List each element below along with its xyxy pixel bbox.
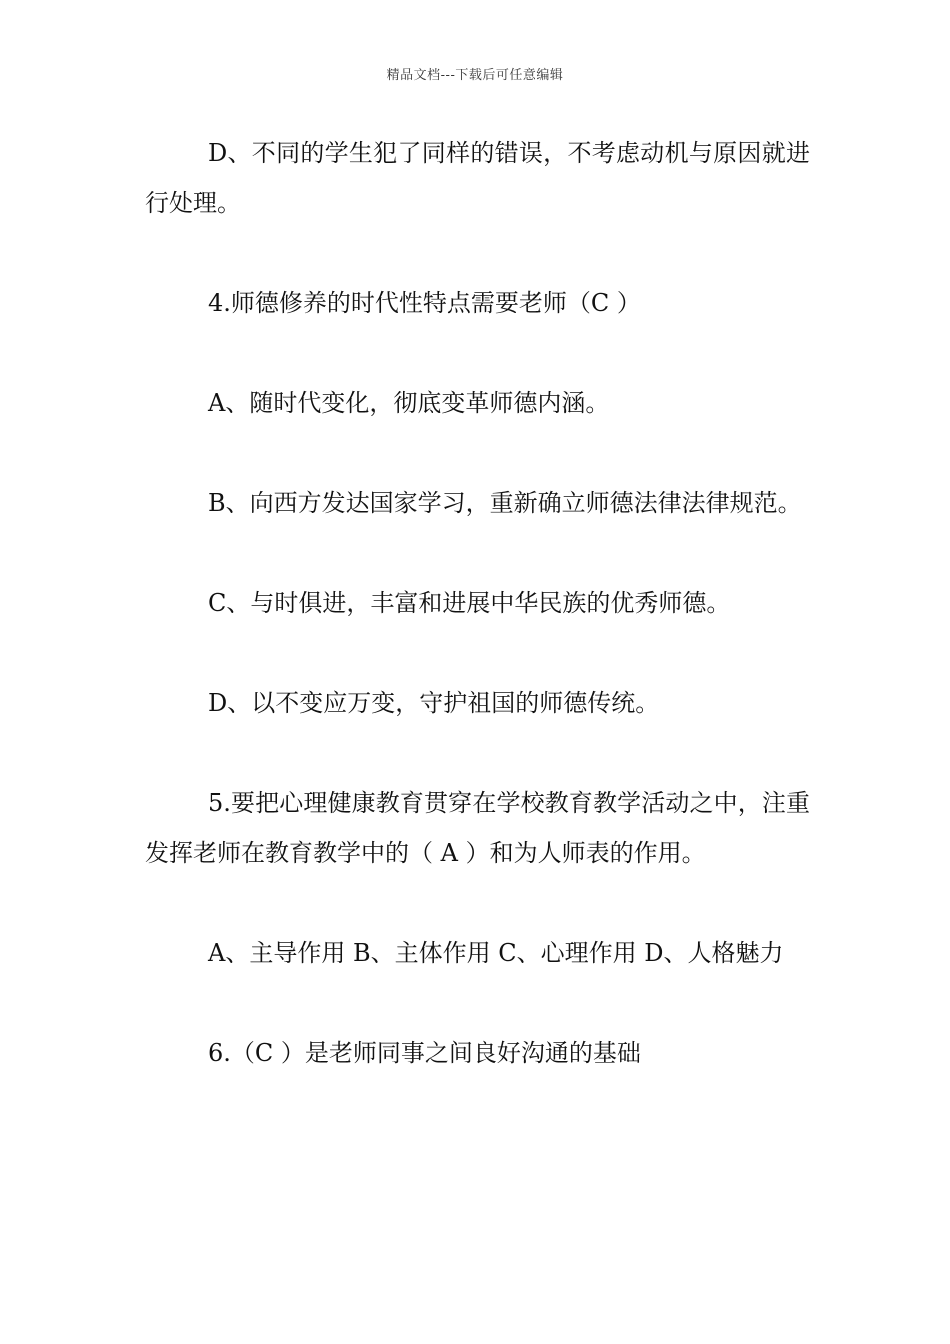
option-d-q4: D、以不变应万变，守护祖国的师德传统。 bbox=[208, 689, 660, 717]
option-a-q4: A、随时代变化，彻底变革师德内涵。 bbox=[208, 389, 610, 417]
option-b-q4: B、向西方发达国家学习，重新确立师德法律法律规范。 bbox=[208, 489, 802, 517]
option-d-q3: D、不同的学生犯了同样的错误，不考虑动机与原因就进行处理。 bbox=[145, 139, 810, 217]
question-6: 6.（C ）是老师同事之间良好沟通的基础 bbox=[208, 1039, 641, 1067]
question-5: 5.要把心理健康教育贯穿在学校教育教学活动之中，注重发挥老师在教育教学中的（ A ）和为人师表的作用。 bbox=[145, 789, 810, 867]
document-body bbox=[145, 128, 810, 1128]
option-c-q4: C、与时俱进，丰富和进展中华民族的优秀师德。 bbox=[208, 589, 731, 617]
page-header: 精品文档---下载后可任意编辑 bbox=[386, 68, 564, 83]
options-q5: A、主导作用 B、主体作用 C、心理作用 D、人格魅力 bbox=[208, 939, 784, 967]
question-4: 4.师德修养的时代性特点需要老师（C ） bbox=[208, 289, 641, 317]
